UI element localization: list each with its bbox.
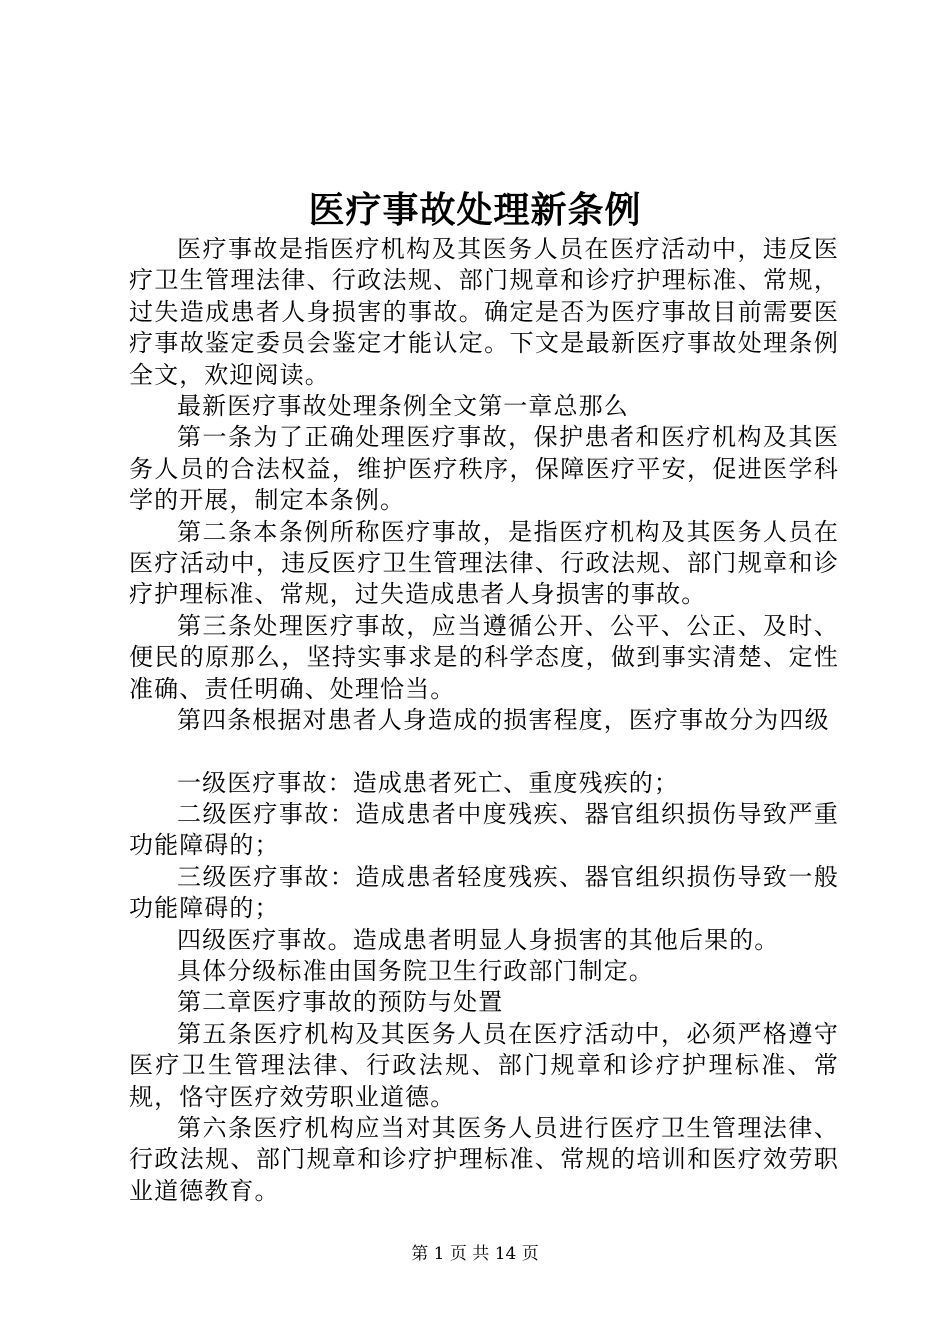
article-4: 第四条根据对患者人身造成的损害程度，医疗事故分为四级 <box>177 706 830 735</box>
document-title: 医疗事故处理新条例 <box>308 189 642 231</box>
article-1: 第一条为了正确处理医疗事故，保护患者和医疗机构及其医务人员的合法权益，维护医疗秩序，保障医疗平安，促进医学科学的开展，制定本条例。 <box>129 423 839 515</box>
article-3: 第三条处理医疗事故，应当遵循公开、公平、公正、及时、便民的原那么，坚持实事求是的科学态度，做到事实清楚、定性准确、责任明确、处理恰当。 <box>129 611 839 703</box>
article-6: 第六条医疗机构应当对其医务人员进行医疗卫生管理法律、行政法规、部门规章和诊疗护理标准、常规的培训和医疗效劳职业道德教育。 <box>129 1113 839 1205</box>
paragraph-intro: 医疗事故是指医疗机构及其医务人员在医疗活动中，违反医疗卫生管理法律、行政法规、部门规章和诊疗护理标准、常规，过失造成患者人身损害的事故。确定是否为医疗事故目前需要医疗事故鉴定委员会鉴定才能认定。下文是最新医疗事故处理条例全文，欢迎阅读。 <box>129 235 839 389</box>
grade-4-item: 四级医疗事故。造成患者明显人身损害的其他后果的。 <box>177 925 780 954</box>
article-2: 第二条本条例所称医疗事故，是指医疗机构及其医务人员在医疗活动中，违反医疗卫生管理法律、行政法规、部门规章和诊疗护理标准、常规，过失造成患者人身损害的事故。 <box>129 517 839 609</box>
chapter-2-heading: 第二章医疗事故的预防与处置 <box>177 988 504 1017</box>
article-5: 第五条医疗机构及其医务人员在医疗活动中，必须严格遵守医疗卫生管理法律、行政法规、部门规章和诊疗护理标准、常规，恪守医疗效劳职业道德。 <box>129 1019 839 1111</box>
grading-standard-note: 具体分级标准由国务院卫生行政部门制定。 <box>177 956 654 985</box>
grade-1-item: 一级医疗事故：造成患者死亡、重度残疾的； <box>177 768 679 797</box>
grade-3-item: 三级医疗事故：造成患者轻度残疾、器官组织损伤导致一般功能障碍的； <box>129 862 839 923</box>
chapter-1-heading: 最新医疗事故处理条例全文第一章总那么 <box>177 392 629 421</box>
document-body <box>129 234 839 1207</box>
page-number-footer: 第 1 页 共 14 页 <box>411 1244 539 1264</box>
grade-2-item: 二级医疗事故：造成患者中度残疾、器官组织损伤导致严重功能障碍的； <box>129 799 839 860</box>
